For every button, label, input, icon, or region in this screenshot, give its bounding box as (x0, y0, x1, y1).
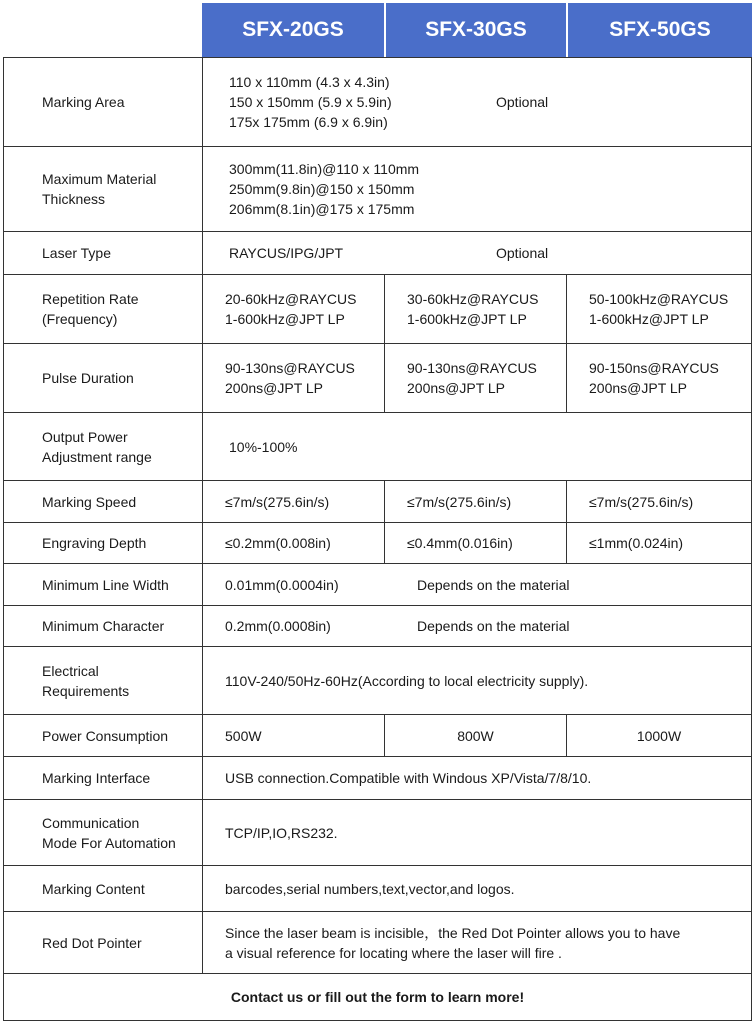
row-value (203, 647, 751, 714)
header-blank-cell (3, 3, 202, 57)
min-line-width-value: 0.01mm(0.0004in) (225, 576, 339, 593)
row-label: Electrical Requirements (4, 647, 203, 714)
row-value (203, 866, 751, 911)
pulse-duration-sfx50gs: 90-150ns@RAYCUS 200ns@JPT LP (589, 360, 719, 396)
row-min-line-width (3, 564, 752, 606)
row-value (203, 413, 751, 480)
marking-interface-value: USB connection.Compatible with Windous XP/Vista/7/8/10. (225, 770, 592, 786)
engraving-depth-sfx20gs: ≤0.2mm(0.008in) (203, 523, 385, 563)
marking-speed-sfx30gs: ≤7m/s(275.6in/s) (385, 481, 567, 522)
power-consumption-sfx20gs: 500W (203, 715, 385, 756)
row-pulse-duration (3, 344, 752, 413)
marking-area-value: 110 x 110mm (4.3 x 4.3in) 150 x 150mm (5.9 x 5.9in) 175x 175mm (6.9 x 6.9in) (229, 74, 392, 130)
row-marking-area (3, 57, 752, 147)
spec-table (3, 3, 752, 1021)
communication-value: TCP/IP,IO,RS232. (225, 824, 338, 841)
row-label: Marking Speed (4, 481, 203, 522)
min-line-width-note: Depends on the material (417, 576, 570, 593)
row-label: Repetition Rate (Frequency) (4, 275, 203, 343)
row-label: Pulse Duration (4, 344, 203, 412)
pulse-duration-sfx30gs: 90-130ns@RAYCUS 200ns@JPT LP (385, 344, 567, 412)
row-value (203, 232, 751, 274)
contact-cta-text: Contact us or fill out the form to learn more! (230, 989, 525, 1005)
row-label: Communication Mode For Automation (4, 800, 203, 865)
electrical-value: 110V-240/50Hz-60Hz(According to local electricity supply). (225, 672, 589, 689)
output-power-value: 10%-100% (229, 438, 298, 455)
engraving-depth-sfx30gs: ≤0.4mm(0.016in) (385, 523, 567, 563)
laser-type-value: RAYCUS/IPG/JPT (229, 245, 344, 261)
row-electrical (3, 647, 752, 715)
row-output-power (3, 413, 752, 481)
row-laser-type (3, 232, 752, 275)
power-consumption-sfx50gs: 1000W (636, 727, 682, 744)
row-label: Marking Content (4, 866, 203, 911)
row-marking-content (3, 866, 752, 912)
pulse-duration-sfx20gs: 90-130ns@RAYCUS 200ns@JPT LP (203, 344, 385, 412)
marking-speed-sfx20gs: ≤7m/s(275.6in/s) (203, 481, 385, 522)
marking-content-value: barcodes,serial numbers,text,vector,and logos. (225, 880, 515, 897)
row-marking-interface (3, 757, 752, 800)
row-label: Laser Type (4, 232, 203, 274)
row-value (203, 606, 751, 646)
marking-speed-sfx50gs: ≤7m/s(275.6in/s) (589, 493, 694, 510)
row-label: Maximum Material Thickness (4, 147, 203, 231)
row-label: Red Dot Pointer (4, 912, 203, 973)
header-model-sfx50gs: SFX-50GS (568, 3, 752, 57)
row-label: Marking Interface (4, 757, 203, 799)
repetition-rate-sfx30gs: 30-60kHz@RAYCUS 1-600kHz@JPT LP (385, 275, 567, 343)
row-marking-speed (3, 481, 752, 523)
row-value (203, 147, 751, 231)
row-max-thickness (3, 147, 752, 232)
row-value (203, 800, 751, 865)
row-red-dot-pointer (3, 912, 752, 974)
max-thickness-value: 300mm(11.8in)@110 x 110mm 250mm(9.8in)@150 x 150mm 206mm(8.1in)@175 x 175mm (229, 161, 420, 217)
red-dot-value: Since the laser beam is incisible，the Red Dot Pointer allows you to have a visual reference for locating where the laser will fire . (225, 924, 681, 961)
row-label: Minimum Character (4, 606, 203, 646)
header-model-sfx20gs: SFX-20GS (202, 3, 384, 57)
row-value (203, 912, 751, 973)
row-value (203, 564, 751, 605)
repetition-rate-sfx20gs: 20-60kHz@RAYCUS 1-600kHz@JPT LP (203, 275, 385, 343)
min-character-value: 0.2mm(0.0008in) (225, 618, 331, 634)
row-power-consumption (3, 715, 752, 757)
row-label: Power Consumption (4, 715, 203, 756)
row-label: Output Power Adjustment range (4, 413, 203, 480)
engraving-depth-sfx50gs: ≤1mm(0.024in) (589, 535, 684, 551)
row-communication (3, 800, 752, 866)
repetition-rate-sfx50gs: 50-100kHz@RAYCUS 1-600kHz@JPT LP (589, 291, 729, 327)
footer-row (3, 974, 752, 1021)
header-model-sfx30gs: SFX-30GS (386, 3, 566, 57)
laser-type-note: Optional (496, 245, 549, 261)
row-label: Marking Area (4, 58, 203, 146)
row-engraving-depth (3, 523, 752, 564)
row-label: Engraving Depth (4, 523, 203, 563)
header-row (3, 3, 752, 57)
power-consumption-sfx30gs: 800W (385, 715, 567, 756)
marking-area-note: Optional (496, 94, 549, 110)
row-label: Minimum Line Width (4, 564, 203, 605)
row-min-character (3, 606, 752, 647)
min-character-note: Depends on the material (417, 618, 570, 634)
row-value (203, 58, 751, 146)
row-value (203, 757, 751, 799)
row-repetition-rate (3, 275, 752, 344)
